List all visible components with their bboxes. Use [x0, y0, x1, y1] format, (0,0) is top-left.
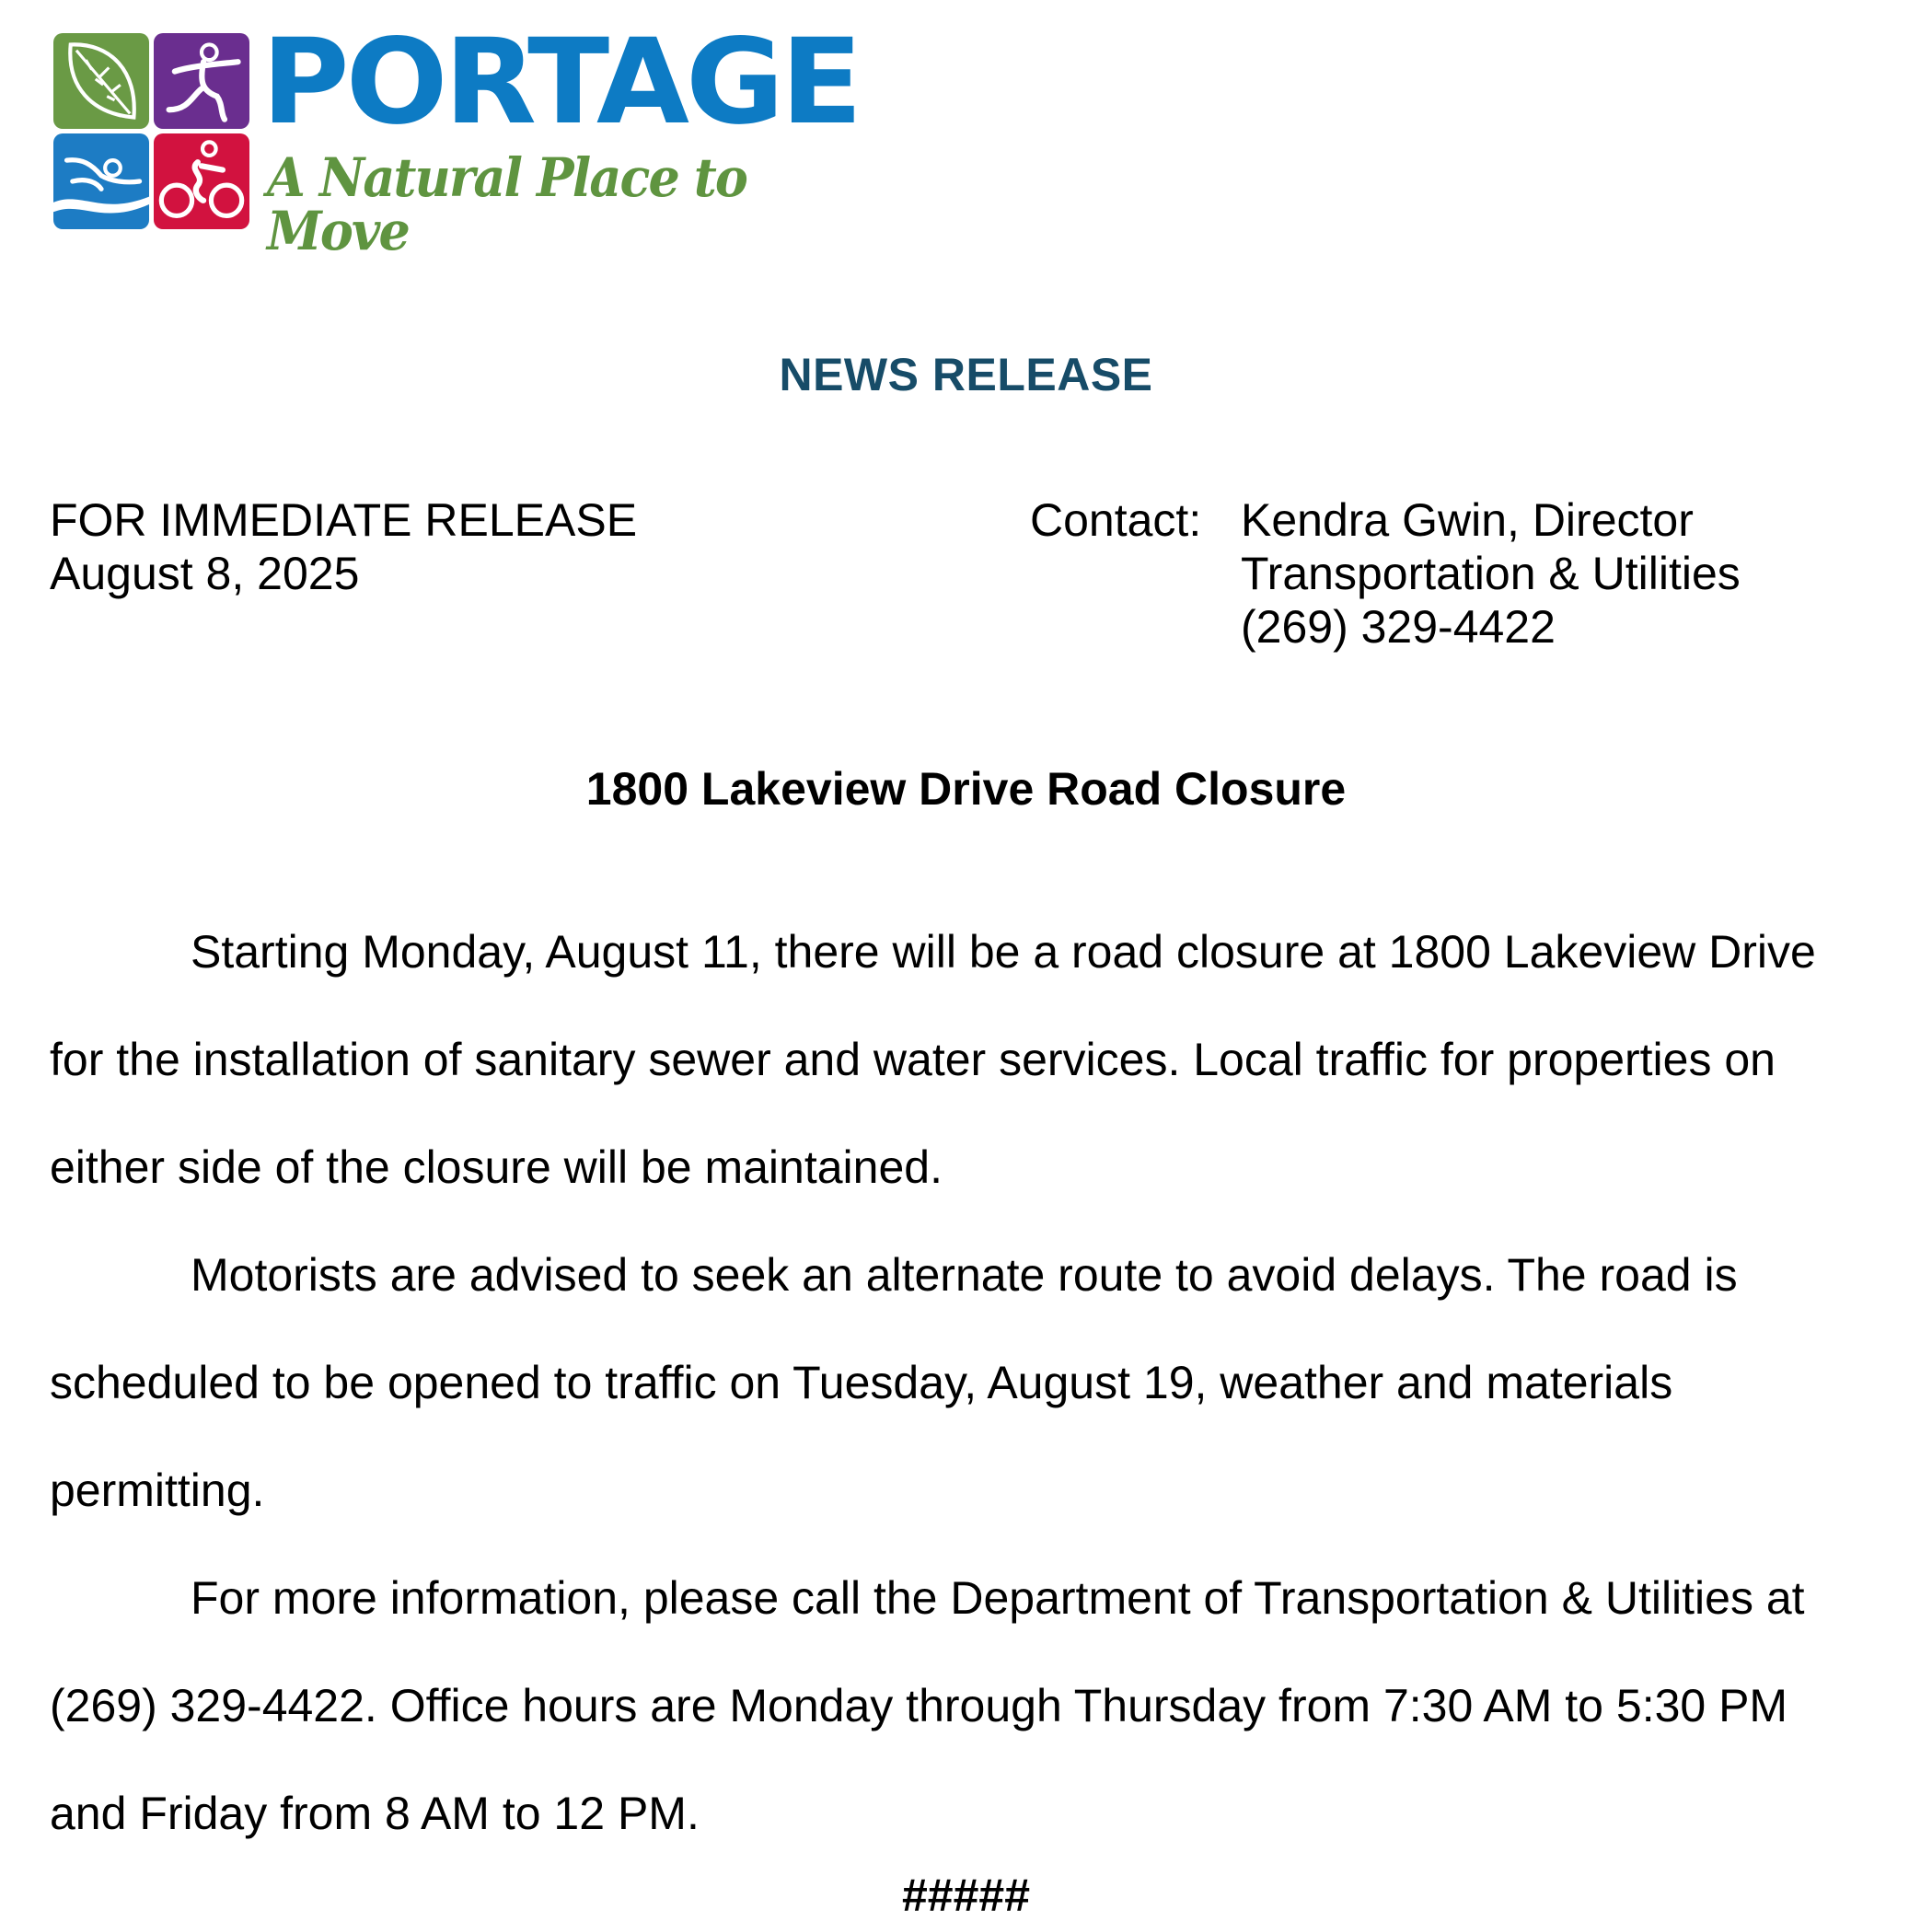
contact-label: Contact:: [1030, 494, 1202, 546]
swimmer-icon: [53, 133, 149, 229]
portage-wordmark: PORTAGE: [261, 14, 860, 151]
paragraph-line: For more information, please call the Department of Transportation & Utilities at: [191, 1572, 1805, 1624]
logo-tagline: A Natural Place to Move: [267, 146, 747, 262]
paragraph-line: either side of the closure will be maintained.: [50, 1141, 943, 1193]
paragraph-line: Motorists are advised to seek an alternate route to avoid delays. The road is: [191, 1249, 1738, 1301]
paragraph-3: [50, 1545, 1881, 1868]
article-body: [50, 898, 1881, 1868]
leaf-icon: [53, 33, 149, 129]
paragraph-line: for the installation of sanitary sewer and water services. Local traffic for properties on: [50, 1034, 1776, 1085]
release-type: FOR IMMEDIATE RELEASE: [50, 494, 638, 546]
paragraph-2: [50, 1222, 1881, 1545]
contact-name: Kendra Gwin, Director: [1241, 494, 1694, 546]
release-date: August 8, 2025: [50, 548, 360, 599]
paragraph-line: Starting Monday, August 11, there will be a road closure at 1800 Lakeview Drive: [191, 926, 1816, 978]
runner-icon: [154, 33, 249, 129]
contact-phone: (269) 329-4422: [1241, 601, 1556, 653]
paragraph-line: (269) 329-4422. Office hours are Monday through Thursday from 7:30 AM to 5:30 PM: [50, 1680, 1788, 1731]
cyclist-icon: [154, 133, 249, 229]
paragraph-line: and Friday from 8 AM to 12 PM.: [50, 1788, 700, 1839]
contact-info: [1241, 493, 1741, 654]
paragraph-line: permitting.: [50, 1465, 265, 1516]
paragraph-1: [50, 898, 1881, 1222]
paragraph-line: scheduled to be opened to traffic on Tuesday, August 19, weather and materials: [50, 1357, 1673, 1408]
contact-department: Transportation & Utilities: [1241, 548, 1741, 599]
logo-tiles: [53, 33, 254, 234]
end-mark: #####: [901, 1870, 1031, 1921]
release-info: [50, 493, 637, 600]
portage-logo: [53, 14, 882, 262]
article-title: 1800 Lakeview Drive Road Closure: [585, 763, 1347, 815]
news-release-heading: NEWS RELEASE: [779, 349, 1153, 400]
